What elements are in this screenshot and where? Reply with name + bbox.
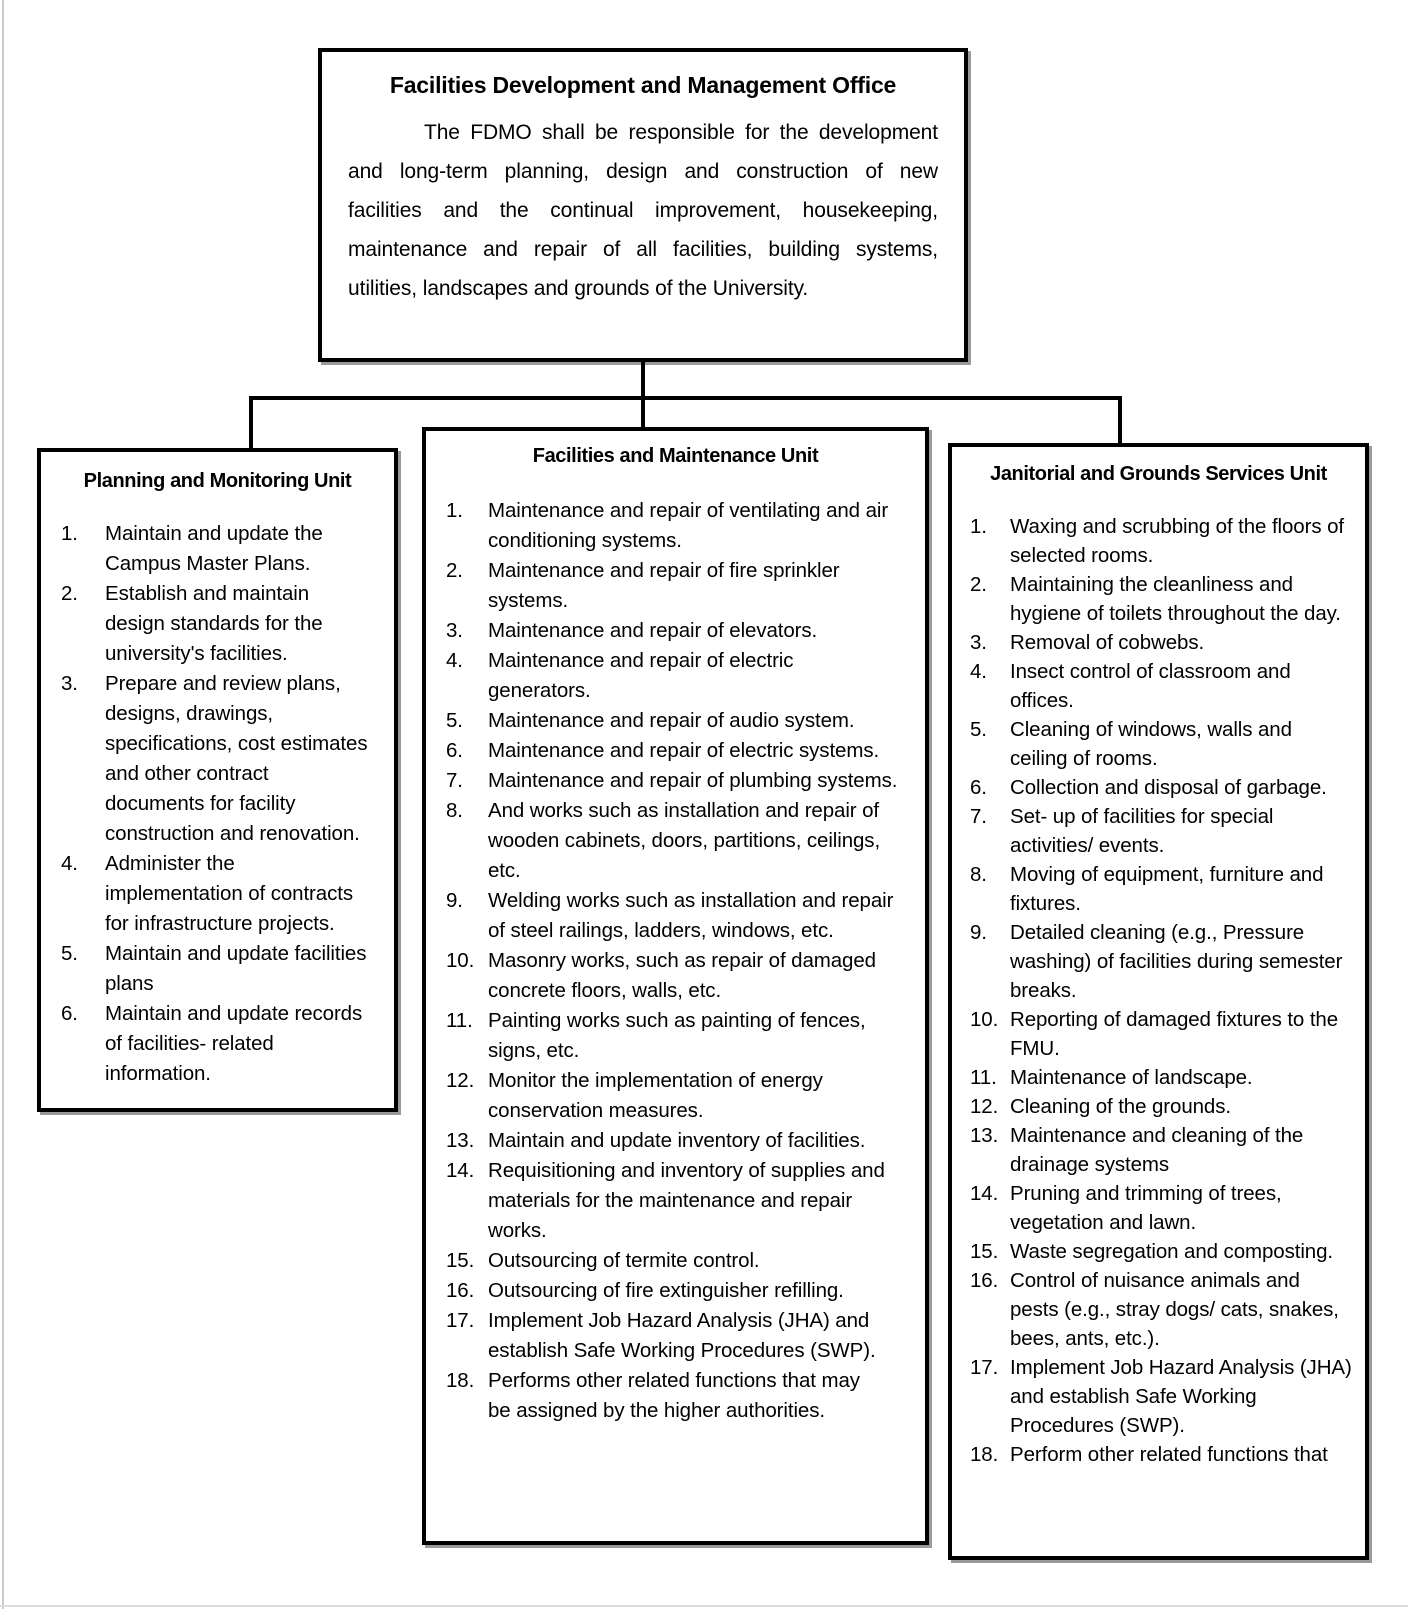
list-item <box>426 736 925 766</box>
list-item <box>426 796 925 886</box>
list-item <box>426 1366 925 1396</box>
item-number: 15. <box>446 1249 475 1272</box>
item-text: Waxing and scrubbing of the floors of selected rooms. <box>1010 515 1344 567</box>
list-item <box>426 616 925 646</box>
item-text: Maintaining the cleanliness and hygiene of toilets throughout the day. <box>1010 573 1341 625</box>
item-number: 16. <box>970 1269 999 1292</box>
list-item <box>426 1306 925 1366</box>
item-number: 6. <box>61 1002 78 1025</box>
item-number: 10. <box>970 1008 999 1031</box>
list-item <box>41 579 394 669</box>
item-number: 15. <box>970 1240 999 1263</box>
list-item <box>426 556 925 616</box>
item-number: 10. <box>446 949 475 972</box>
item-text: Set- up of facilities for special activities/ events. <box>1010 805 1274 857</box>
item-text: Monitor the implementation of energy conservation measures. <box>488 1069 823 1122</box>
list-item <box>952 802 1365 860</box>
item-text: Prepare and review plans, designs, drawings, specifications, cost estimates and other contract documents for facility construction and renovation. <box>105 672 368 845</box>
item-text: Outsourcing of termite control. <box>488 1249 760 1272</box>
facilities-unit-title: Facilities and Maintenance Unit <box>532 445 819 467</box>
item-number: 14. <box>446 1159 475 1182</box>
item-number: 11. <box>446 1009 473 1032</box>
list-item <box>952 570 1365 628</box>
list-item <box>952 1092 1365 1121</box>
item-text: Insect control of classroom and offices. <box>1010 660 1291 712</box>
list-item <box>426 706 925 736</box>
item-number: 3. <box>970 631 987 654</box>
item-number: 6. <box>970 776 987 799</box>
item-text: Performs other related functions that may <box>488 1369 860 1392</box>
item-number: 5. <box>61 942 78 965</box>
item-number: 12. <box>446 1069 475 1092</box>
item-text: Maintenance and cleaning of the drainage systems <box>1010 1124 1304 1176</box>
fdmo-description: The FDMO shall be responsible for the development and long-term planning, design and construction of new facilities and the continual improvement, housekeeping, maintenance and repair of all facilities, building systems, utilities, landscapes and grounds of the University. <box>348 121 938 300</box>
list-item <box>952 1440 1365 1469</box>
item-text: Maintain and update inventory of facilities. <box>488 1129 866 1152</box>
list-item <box>952 860 1365 918</box>
item-number: 7. <box>970 805 987 828</box>
item-text: Outsourcing of fire extinguisher refilling. <box>488 1279 844 1302</box>
janitorial-unit-items <box>952 512 1365 1469</box>
janitorial-unit-title: Janitorial and Grounds Services Unit <box>990 463 1327 485</box>
item-text: Maintain and update records of facilities- related information. <box>105 1002 363 1085</box>
connector-trunk <box>641 358 645 400</box>
item-text: Masonry works, such as repair of damaged concrete floors, walls, etc. <box>488 949 876 1002</box>
item-number: 4. <box>970 660 987 683</box>
item-number: 2. <box>61 582 78 605</box>
item-text: Maintenance and repair of plumbing systems. <box>488 769 898 792</box>
item-text: Maintenance and repair of electric systems. <box>488 739 880 762</box>
list-item <box>426 1156 925 1246</box>
item-number: 13. <box>970 1124 999 1147</box>
item-text: Perform other related functions that <box>1010 1443 1328 1466</box>
item-number: 17. <box>446 1309 475 1332</box>
item-text: Waste segregation and composting. <box>1010 1240 1333 1263</box>
list-item <box>952 715 1365 773</box>
item-number: 16. <box>446 1279 475 1302</box>
item-number: 8. <box>970 863 987 886</box>
item-number: 17. <box>970 1356 999 1379</box>
item-number: 9. <box>446 889 463 912</box>
list-item <box>41 519 394 579</box>
list-item <box>952 628 1365 657</box>
item-number: 1. <box>446 499 463 522</box>
item-text: Cleaning of windows, walls and ceiling of rooms. <box>1010 718 1292 770</box>
item-text: Maintenance and repair of ventilating and air conditioning systems. <box>488 499 889 552</box>
item-text: Welding works such as installation and repair of steel railings, ladders, windows, etc. <box>488 889 894 942</box>
item-text: Collection and disposal of garbage. <box>1010 776 1327 799</box>
item-text: Implement Job Hazard Analysis (JHA) and establish Safe Working Procedures (SWP). <box>488 1309 876 1362</box>
item-number: 4. <box>61 852 78 875</box>
item-text: Maintenance and repair of fire sprinkler systems. <box>488 559 840 612</box>
item-number: 14. <box>970 1182 999 1205</box>
item-text: Establish and maintain design standards for the university's facilities. <box>105 582 323 665</box>
list-item <box>41 849 394 939</box>
scan-edge-bottom <box>0 1605 1408 1607</box>
item-text: Maintenance and repair of audio system. <box>488 709 855 732</box>
list-item <box>41 939 394 999</box>
list-item <box>952 1237 1365 1266</box>
item-number: 2. <box>446 559 463 582</box>
item-text: Cleaning of the grounds. <box>1010 1095 1231 1118</box>
list-item <box>41 999 394 1089</box>
item-number: 8. <box>446 799 463 822</box>
item-number: 7. <box>446 769 463 792</box>
list-item <box>426 1246 925 1276</box>
connector-drop-center <box>641 396 645 431</box>
item-number: 1. <box>61 522 78 545</box>
item-text: Painting works such as painting of fences, signs, etc. <box>488 1009 866 1062</box>
item-text: Maintenance of landscape. <box>1010 1066 1253 1089</box>
item-number: 1. <box>970 515 987 538</box>
item-text: Implement Job Hazard Analysis (JHA) and establish Safe Working Procedures (SWP). <box>1010 1356 1352 1437</box>
list-item <box>426 766 925 796</box>
list-item <box>426 1066 925 1126</box>
list-item <box>426 1276 925 1306</box>
item-number: 5. <box>446 709 463 732</box>
item-text: And works such as installation and repair of wooden cabinets, doors, partitions, ceilings, etc. <box>488 799 881 882</box>
fdmo-box <box>318 48 968 362</box>
list-item <box>426 496 925 556</box>
item-text: Maintain and update the Campus Master Plans. <box>105 522 323 575</box>
connector-crossbar <box>249 396 1122 400</box>
item-number: 11. <box>970 1066 997 1089</box>
list-item <box>426 1126 925 1156</box>
list-item <box>952 1063 1365 1092</box>
connector-drop-right <box>1118 396 1122 447</box>
list-item <box>952 1005 1365 1063</box>
list-item <box>952 773 1365 802</box>
facilities-unit-box <box>422 427 929 1545</box>
clipped-text-line: be assigned by the higher authorities. <box>488 1399 825 1422</box>
item-text: Maintenance and repair of electric generators. <box>488 649 794 702</box>
planning-unit-title: Planning and Monitoring Unit <box>83 470 352 492</box>
list-item <box>426 886 925 946</box>
item-text: Removal of cobwebs. <box>1010 631 1205 654</box>
item-text: Requisitioning and inventory of supplies and materials for the maintenance and repair works. <box>488 1159 885 1242</box>
item-number: 18. <box>446 1369 475 1392</box>
planning-unit-items <box>41 519 394 1089</box>
item-number: 5. <box>970 718 987 741</box>
item-text: Maintenance and repair of elevators. <box>488 619 818 642</box>
item-number: 18. <box>970 1443 999 1466</box>
list-item <box>426 946 925 1006</box>
item-number: 3. <box>446 619 463 642</box>
list-item <box>952 657 1365 715</box>
item-number: 9. <box>970 921 987 944</box>
janitorial-unit-box <box>948 443 1369 1560</box>
planning-unit-box <box>37 448 398 1112</box>
list-item <box>952 512 1365 570</box>
item-number: 3. <box>61 672 78 695</box>
fdmo-title: Facilities Development and Management Office <box>389 72 897 98</box>
item-text: Reporting of damaged fixtures to the FMU. <box>1010 1008 1339 1060</box>
list-item <box>952 1121 1365 1179</box>
item-number: 2. <box>970 573 987 596</box>
connector-drop-left <box>249 396 253 450</box>
list-item <box>41 669 394 849</box>
list-item <box>426 646 925 706</box>
item-number: 13. <box>446 1129 475 1152</box>
item-text: Pruning and trimming of trees, vegetation and lawn. <box>1010 1182 1282 1234</box>
list-item <box>952 1179 1365 1237</box>
facilities-unit-items <box>426 496 925 1396</box>
list-item <box>426 1006 925 1066</box>
item-number: 6. <box>446 739 463 762</box>
item-text: Moving of equipment, furniture and fixtures. <box>1010 863 1324 915</box>
item-text: Maintain and update facilities plans <box>105 942 367 995</box>
item-text: Control of nuisance animals and pests (e.g., stray dogs/ cats, snakes, bees, ants, etc.). <box>1010 1269 1339 1350</box>
item-number: 12. <box>970 1095 999 1118</box>
scan-edge-left <box>2 0 4 1609</box>
item-text: Detailed cleaning (e.g., Pressure washing) of facilities during semester breaks. <box>1010 921 1343 1002</box>
list-item <box>952 918 1365 1005</box>
item-text: Administer the implementation of contracts for infrastructure projects. <box>105 852 353 935</box>
list-item <box>952 1353 1365 1440</box>
list-item <box>952 1266 1365 1353</box>
item-number: 4. <box>446 649 463 672</box>
